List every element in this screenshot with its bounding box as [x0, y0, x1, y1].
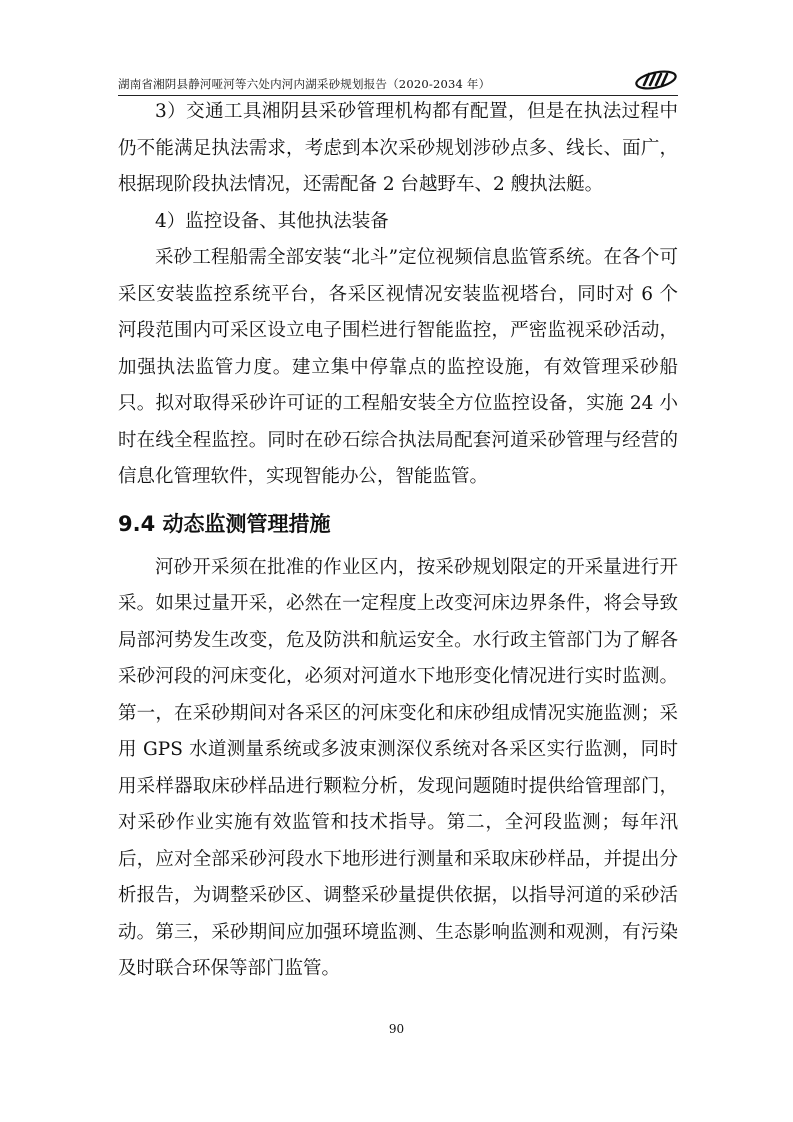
- paragraph-monitoring-equipment: 采砂工程船需全部安装“北斗”定位视频信息监管系统。在各个可采区安装监控系统平台，各采区视情况安装监视塔台，同时对 6 个河段范围内可采区设立电子围栏进行智能监控，严密监视采砂活动，加强执法监管力度。建立集中停靠点的监控设施，有效管理采砂船只。拟对取得采砂许可证的工程船安装全方位监控设备，实施 24 小时在线全程监控。同时在砂石综合执法局配套河道采砂管理与经营的信息化管理软件，实现智能办公，智能监管。: [118, 247, 678, 487]
- page-body: [118, 94, 678, 988]
- institute-logo-icon: [634, 70, 678, 90]
- page-number: 90: [388, 1022, 405, 1036]
- section-title: 9.4 动态监测管理措施: [118, 511, 331, 536]
- page-header: [118, 70, 678, 94]
- paragraph-monitoring-heading: 4）监控设备、其他执法装备: [155, 210, 389, 232]
- header-title: 湖南省湘阴县静河哑河等六处内河内湖采砂规划报告（2020-2034 年）: [118, 77, 491, 91]
- paragraph-dynamic-monitoring: 河砂开采须在批准的作业区内，按采砂规划限定的开采量进行开采。如果过量开采，必然在一定程度上改变河床边界条件，将会导致局部河势发生改变，危及防洪和航运安全。水行政主管部门为了解各采砂河段的河床变化，必须对河道水下地形变化情况进行实时监测。第一，在采砂期间对各采区的河床变化和床砂组成情况实施监测；采用 GPS 水道测量系统或多波束测深仪系统对各采区实行监测，同时用采样器取床砂样品进行颗粒分析，发现问题随时提供给管理部门，对采砂作业实施有效监管和技术指导。第二，全河段监测；每年汛后，应对全部采砂河段水下地形进行测量和采取床砂样品，并提出分析报告，为调整采砂区、调整采砂量提供依据，以指导河道的采砂活动。第三，采砂期间应加强环境监测、生态影响监测和观测，有污染及时联合环保等部门监管。: [118, 556, 678, 979]
- paragraph-vehicles: 3）交通工具湘阴县采砂管理机构都有配置，但是在执法过程中仍不能满足执法需求，考虑到本次采砂规划涉砂点多、线长、面广，根据现阶段执法情况，还需配备 2 台越野车、2 艘执法艇。: [118, 101, 678, 195]
